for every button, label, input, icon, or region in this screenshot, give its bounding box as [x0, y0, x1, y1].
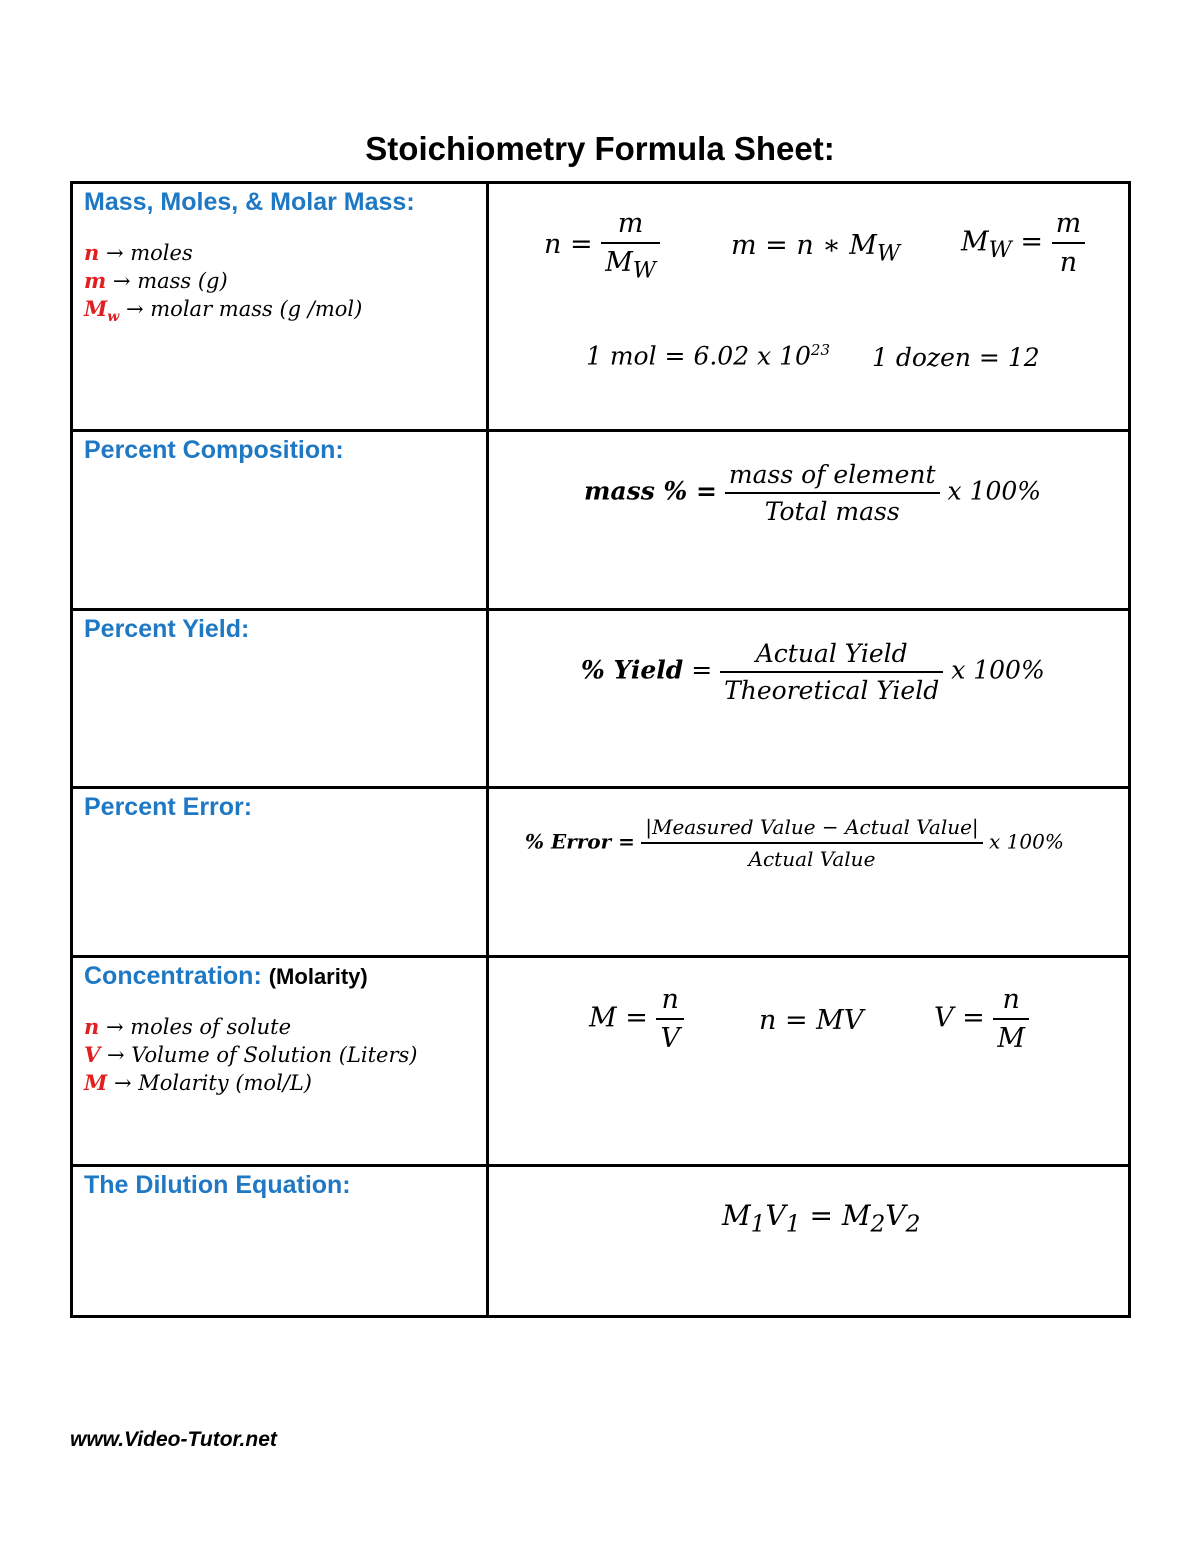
mass-moles-formula-cell — [488, 183, 1130, 431]
variable-symbol-subscript: w — [107, 309, 120, 326]
formula-subscript: W — [876, 240, 901, 267]
formula-lhs-base: M — [961, 226, 989, 258]
percent-error-heading: Percent Error: — [84, 793, 253, 821]
formula-text: m = n ∗ M — [731, 230, 877, 261]
denominator-subscript: W — [632, 257, 656, 284]
variable-definition — [84, 267, 486, 295]
concentration-formula-cell — [488, 957, 1130, 1166]
moles-formula — [544, 208, 660, 283]
moles-from-molarity-formula: n = MV — [759, 1005, 864, 1036]
fraction-numerator: n — [1002, 984, 1020, 1015]
fraction-numerator: mass of element — [728, 460, 936, 489]
concentration-heading — [84, 962, 486, 991]
formula-table — [70, 181, 1131, 1318]
fraction — [725, 460, 940, 526]
row-percent-composition — [72, 431, 1130, 610]
percent-error-formula-cell — [488, 788, 1130, 957]
fraction-numerator: n — [661, 984, 679, 1015]
subscript-1: 1 — [785, 1209, 801, 1238]
avogadro-exponent: 23 — [810, 341, 831, 359]
variable-definition — [84, 1069, 486, 1097]
concentration-heading-text: Concentration: — [84, 962, 262, 990]
formula-lhs: % Error = — [525, 829, 635, 854]
variable-description: → moles of solute — [105, 1015, 292, 1039]
fraction — [601, 208, 660, 283]
formula-lhs: V = — [934, 1002, 985, 1034]
fraction — [993, 984, 1029, 1054]
variable-definition — [84, 295, 486, 331]
variable-description: → Volume of Solution (Liters) — [106, 1043, 418, 1067]
variable-definition — [84, 239, 486, 267]
formula-lhs-subscript: W — [988, 236, 1012, 263]
page-title: Stoichiometry Formula Sheet: — [365, 130, 835, 167]
molar-mass-formula — [961, 208, 1085, 278]
formula-lhs: n = — [544, 229, 593, 261]
variable-description: → molar mass (g /mol) — [126, 297, 363, 321]
fraction-denominator — [601, 242, 660, 283]
fraction-numerator: m — [1055, 208, 1082, 239]
dozen-formula: 1 dozen = 12 — [872, 343, 1040, 372]
formula-lhs: % Yield — [581, 655, 684, 685]
fraction-numerator: m — [617, 208, 644, 239]
variable-description: → moles — [105, 241, 193, 265]
mass-formula — [731, 230, 900, 266]
percent-composition-label-cell — [72, 431, 488, 610]
percent-yield-heading: Percent Yield: — [84, 615, 250, 643]
subscript-2: 2 — [905, 1209, 921, 1238]
row-dilution — [72, 1166, 1130, 1317]
percent-yield-formula-cell — [488, 610, 1130, 788]
mass-moles-heading: Mass, Moles, & Molar Mass: — [84, 188, 415, 216]
percent-error-label-cell — [72, 788, 488, 957]
concentration-label-cell — [72, 957, 488, 1166]
avogadro-text: 1 mol = 6.02 x 10 — [586, 341, 811, 371]
volume-formula — [934, 984, 1029, 1054]
fraction-numerator: Actual Yield — [755, 639, 908, 668]
fraction — [720, 639, 943, 705]
dilution-label-cell — [72, 1166, 488, 1317]
variable-symbol: m — [84, 268, 107, 293]
molarity-formula — [589, 984, 684, 1054]
subscript-2: 2 — [870, 1209, 886, 1238]
mass-moles-variable-list — [84, 239, 486, 331]
variable-symbol — [84, 296, 120, 326]
percent-composition-formula — [584, 460, 1041, 526]
variable-symbol: M — [84, 1070, 108, 1095]
percent-yield-label-cell — [72, 610, 488, 788]
variable-symbol: V — [84, 1042, 101, 1067]
variable-symbol: n — [84, 1014, 100, 1039]
concentration-variable-list — [84, 1013, 486, 1097]
fraction — [656, 984, 684, 1054]
row-mass-moles — [72, 183, 1130, 431]
concentration-heading-suffix: (Molarity) — [268, 964, 368, 989]
variable-definition — [84, 1013, 486, 1041]
variable-description: → Molarity (mol/L) — [113, 1071, 313, 1095]
fraction-numerator: |Measured Value − Actual Value| — [645, 815, 979, 839]
mass-moles-label-cell — [72, 183, 488, 431]
volume-1: V — [765, 1199, 786, 1232]
formula-rhs: x 100% — [947, 476, 1042, 506]
variable-symbol: n — [84, 240, 100, 265]
dilution-heading: The Dilution Equation: — [84, 1171, 351, 1199]
fraction-denominator: Theoretical Yield — [720, 671, 943, 705]
variable-definition — [84, 1041, 486, 1069]
footer-website: www.Video-Tutor.net — [70, 1428, 277, 1451]
fraction — [641, 815, 982, 871]
percent-error-formula — [525, 815, 1064, 871]
fraction-denominator: Total mass — [725, 492, 940, 526]
row-concentration — [72, 957, 1130, 1166]
volume-2: V — [885, 1199, 906, 1232]
percent-yield-formula — [581, 639, 1045, 705]
molarity-2: M — [841, 1199, 871, 1232]
fraction-denominator: V — [656, 1018, 684, 1054]
formula-rhs: x 100% — [989, 829, 1064, 854]
equals-sign: = — [809, 1199, 833, 1232]
dilution-formula — [722, 1199, 920, 1238]
percent-composition-formula-cell — [488, 431, 1130, 610]
equals-sign: = — [1020, 226, 1044, 258]
row-percent-error — [72, 788, 1130, 957]
fraction-denominator: n — [1052, 242, 1086, 278]
formula-lhs: M = — [589, 1002, 648, 1034]
denominator-base: M — [605, 247, 633, 278]
percent-composition-heading: Percent Composition: — [84, 436, 344, 464]
equals-sign: = — [691, 655, 713, 685]
variable-description: → mass (g) — [112, 269, 228, 293]
row-percent-yield — [72, 610, 1130, 788]
avogadro-formula — [586, 341, 830, 370]
formula-lhs: mass % = — [584, 476, 717, 506]
fraction-denominator: M — [993, 1018, 1029, 1054]
molarity-1: M — [722, 1199, 751, 1232]
fraction-denominator: Actual Value — [641, 842, 982, 871]
variable-symbol-base: M — [84, 296, 108, 321]
dilution-formula-cell — [488, 1166, 1130, 1317]
formula-rhs: x 100% — [951, 655, 1045, 685]
fraction — [1052, 208, 1086, 278]
subscript-1: 1 — [750, 1209, 766, 1238]
